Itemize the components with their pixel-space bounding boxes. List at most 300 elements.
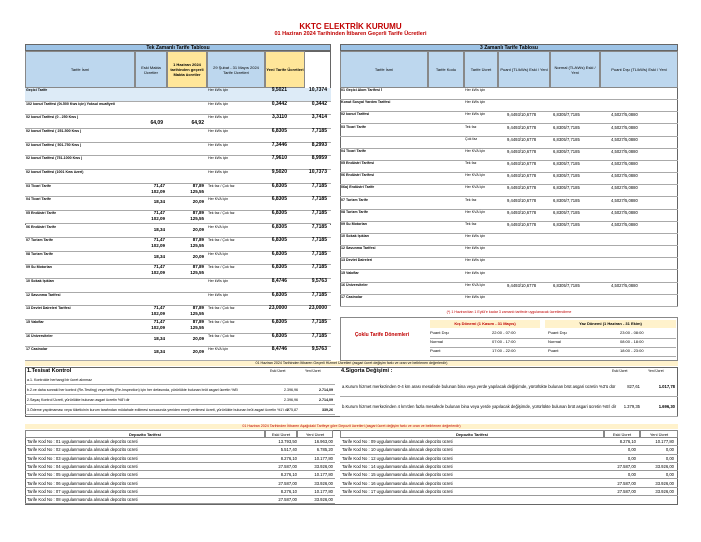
right-col-puant-disi: Puant Dışı (TL/kWs) Eski / Yeni	[600, 51, 678, 88]
deposit-label: Tarife Kod No : 06 uygulanmasında alınacak depozito ücreti	[27, 480, 138, 486]
normal-price: 6,8305/7,7185	[553, 197, 580, 203]
puant-disi-price	[610, 246, 676, 257]
service-row	[25, 395, 335, 405]
tarife-unit: Tek faz / Çok faz	[208, 320, 235, 325]
new-price: 7,7185	[311, 223, 327, 230]
tarife-unit: Her kWs için	[465, 234, 486, 238]
tek-faz-old: 71,47	[153, 182, 165, 188]
new-price: 7,7185	[311, 209, 327, 216]
tarife-unit: Her KVA İçin	[465, 282, 486, 287]
puant-price: 9,4493/10,6778	[507, 112, 537, 118]
tarife-name: 01 Geçici Akım Tarifesi İ	[341, 88, 382, 92]
tarife-unit: Tek faz / Çok faz	[208, 306, 235, 311]
deposit-row	[25, 488, 335, 496]
tarife-unit: Her KVA İçin	[465, 148, 486, 153]
puant-disi-price	[610, 88, 676, 99]
normal-price: 6,8305/7,7185	[553, 282, 580, 288]
tesisat-title: 1.Tesisat Kontrol	[27, 368, 72, 374]
makta-old: 64,09	[150, 120, 163, 126]
winter-hours: 17:00 - 22:00	[492, 348, 516, 353]
normal-price: 6,8305/7,7185	[553, 173, 580, 179]
cok-faz-new: 125,55	[190, 325, 204, 331]
deposit-label: Tarife Kod No : 14 uygulanmasında alınacak depozito ücreti	[342, 463, 453, 469]
cok-faz-old: 102,09	[151, 311, 165, 317]
service-new: 339,26	[322, 408, 333, 412]
deposit-new: 33.926,00	[314, 463, 333, 469]
puant-disi-price	[610, 271, 676, 282]
deposit-label: Tarife Kod No : 04 uygulanmasında alınacak depozito ücreti	[27, 463, 138, 469]
old-price: 6,8305	[271, 291, 287, 298]
tarife-name: 04 Ticari Tarife	[341, 148, 367, 153]
tesisat-col-yeni: Yeni Ücret	[305, 369, 321, 373]
deposit-label: Tarife Kod No : 12 uygulanmasında alınacak depozito ücreti	[342, 455, 453, 461]
dep-left-title: Depozito Tarifesi	[25, 430, 265, 438]
tarife-unit: Her KVA İçin	[465, 185, 486, 190]
sigorta-label: b.Kurum hizmet merkezinden 4 km'den fazla mesafede bulunan bina veya yerde yapılacak değişimde, yürürlükte bulunan brüt asgari ücretin %5'i dir	[342, 404, 617, 409]
deposit-row	[25, 455, 335, 463]
new-price: 7,7185	[311, 196, 327, 203]
tarife-unit: Çok faz	[465, 136, 478, 141]
deposit-label: Tarife Kod No : 01 uygulanmasında alınacak depozito ücreti	[27, 439, 138, 444]
old-price: 7,3446	[271, 141, 287, 148]
puant-price	[506, 234, 558, 245]
dep-left-yeni: Yeni Ücret	[297, 430, 333, 438]
service-old: 2.396,96	[284, 398, 298, 402]
sigorta-title: 4.Sigorta Değişimi :	[341, 368, 393, 374]
tarife-unit: Her KVA İçin	[208, 251, 229, 256]
old-price: 9,5021	[271, 87, 287, 93]
deposit-old: 27.587,00	[617, 488, 636, 494]
tarife-name: 02 konut Tarifesi	[341, 112, 370, 117]
tarife-name: 02 konut Tarifesi ( 501-750 Kws )	[26, 142, 82, 147]
service-label: 3.Ödeme yapılmaması veya tüketicinin kurum tarafından müdahale edilmesi sonucunda yeniden enerji verilmesi ücreti, yürürlükte bulunan brüt asgari ücretin %1'i dir	[27, 408, 289, 412]
service-label: 2.Sayaç Kontrol Ücreti, yürürlükte bulunan asgari ücretin %8'i dir	[27, 398, 130, 402]
old-price: 3,3110	[271, 114, 287, 121]
tarife-unit: Her kWs için	[208, 156, 229, 161]
winter-title: Kış Dönemi (1 Kasım - 31 Mayıs)	[430, 320, 540, 328]
deposit-row	[25, 463, 335, 471]
puant-price: 9,4493/10,6778	[507, 136, 537, 142]
puant-price	[506, 88, 558, 99]
tarife-unit: Her kWs için	[208, 88, 229, 92]
old-price: 6,8305	[271, 196, 287, 203]
tarife-name: 03 Ticari Tarife	[26, 183, 52, 188]
period-name: Puant	[430, 348, 441, 353]
puant-price	[506, 258, 558, 269]
deposit-row	[340, 471, 678, 479]
normal-price	[552, 100, 602, 111]
normal-price	[552, 246, 602, 257]
tek-faz-old: 71,47	[153, 305, 165, 311]
table-row	[25, 279, 331, 293]
tarife-unit: Tek faz / Çok faz	[208, 238, 235, 243]
dep-left-eski: Eski Ücret	[265, 430, 297, 438]
kva-new: 20,09	[192, 253, 204, 259]
tesisat-col-eski: Eski Ücret	[270, 369, 286, 373]
three-time-note: (*) 1 Haziran'dan 1 Eylül'e kadar 3 zamanlı tarifede uygulanacak ücretlendirme	[446, 310, 572, 314]
tarife-name: 06a) Endüstri Tarife	[341, 185, 375, 190]
new-price: 7,7185	[311, 319, 327, 326]
deposit-row	[25, 471, 335, 479]
deposit-row	[25, 496, 335, 504]
tarife-name: 15 Vakıflar	[341, 270, 359, 275]
tek-faz-old: 71,47	[153, 319, 165, 325]
deposit-new: 10.177,80	[314, 455, 333, 461]
service-old: 2.396,96	[284, 388, 298, 392]
old-price: 6,8305	[271, 332, 287, 339]
puant-price: 9,4493/10,6778	[507, 221, 537, 227]
summer-name: Puant Dışı	[548, 330, 567, 335]
kva-old: 18,34	[153, 226, 165, 232]
service-new: 2.714,09	[319, 398, 333, 402]
tarife-name: 102 konut Tarifesi (0t-500 Kws için) Yoksul muafiyeti	[26, 101, 115, 106]
puant-price: 9,4493/10,6778	[507, 161, 537, 166]
table-row	[340, 295, 678, 307]
sigorta-row	[340, 377, 678, 397]
tarife-unit: Tek faz / Çok faz	[208, 210, 235, 215]
old-price: 6,8305	[271, 127, 287, 134]
tarife-name: 03 Ticari Tarife	[341, 124, 367, 129]
summer-title: Yaz Dönemi (1 Haziran - 31 Ekim)	[545, 320, 676, 328]
service-new: 2.714,09	[319, 388, 333, 392]
table-row	[340, 88, 678, 100]
new-price: 7,7185	[311, 182, 327, 189]
table-row	[340, 258, 678, 270]
left-col-tarife: Tarife İsmi	[25, 51, 135, 88]
tarife-unit: Her kWs için	[208, 279, 229, 284]
new-price: 7,7185	[311, 237, 327, 244]
tarife-unit: Her kWs için	[465, 270, 486, 275]
winter-hours: 22:00 - 07:00	[492, 330, 516, 335]
deposit-row	[340, 438, 678, 446]
winter-hours: 07:00 - 17:00	[492, 339, 516, 344]
service-label: a.1. Kontrolde herhangi bir ücret alınmaz	[27, 378, 92, 382]
tek-faz-new: 87,89	[192, 182, 204, 188]
deposit-label: Tarife Kod No : 03 uygulanmasında alınacak depozito ücreti	[27, 455, 138, 461]
tarife-name: Geçici Tarife	[26, 88, 48, 92]
tek-faz-new: 87,89	[192, 237, 204, 243]
document-header	[0, 22, 701, 38]
tek-faz-new: 87,89	[192, 264, 204, 270]
tek-faz-old: 71,47	[153, 237, 165, 243]
table-row	[340, 210, 678, 222]
deposit-new: 10.177,80	[314, 488, 333, 494]
tarife-name: 05 Endüstri Tarifesi	[341, 161, 375, 165]
puant-price: 9,4493/10,6778	[507, 209, 537, 215]
deposit-old: 8.276,10	[280, 455, 297, 461]
deposit-label: Tarife Kod No : 05 uygulanmasında alınacak depozito ücreti	[27, 472, 138, 478]
new-price: 9,5763	[311, 278, 327, 285]
tarife-name: 17 Casinolar	[341, 294, 363, 299]
table-row	[340, 234, 678, 246]
tarife-name: 15 Vakıflar	[26, 320, 44, 325]
puant-price: 9,4493/10,6778	[507, 148, 537, 154]
deposit-new: 33.926,00	[314, 497, 333, 503]
tarife-name: 10 Sokak Işıkları	[26, 279, 54, 284]
puant-price: 9,4493/10,6778	[507, 197, 537, 203]
old-price: 9,5020	[271, 168, 287, 175]
deposit-old: 8.276,10	[280, 472, 297, 478]
tarife-name: 08 Turizm Tarife	[341, 209, 369, 214]
kva-new: 20,09	[192, 335, 204, 341]
service-row	[25, 385, 335, 395]
old-price: 6,8305	[271, 264, 287, 271]
normal-price	[552, 295, 602, 306]
deposit-row	[25, 480, 335, 488]
deposit-new: 6.785,20	[316, 447, 333, 453]
normal-price	[552, 88, 602, 99]
deposit-new: 33.926,00	[314, 480, 333, 486]
summer-hours: 08:00 - 18:00	[620, 339, 644, 344]
sigorta-new: 1.696,30	[658, 404, 675, 409]
table-row	[340, 185, 678, 197]
tarife-unit: Her kWs için	[465, 294, 486, 299]
sigorta-new: 1.017,78	[658, 384, 675, 389]
tarife-name: 09 Su Motorları	[26, 265, 52, 270]
right-col-kodu: Tarife Kodu	[428, 51, 464, 88]
tarife-name: 08 Turizm Tarife	[26, 251, 54, 256]
deposit-new: 16.963,00	[314, 439, 333, 444]
tarife-name: 16 Üniversiteler	[341, 282, 368, 287]
deposit-old: 27.587,00	[617, 463, 636, 469]
table-row	[340, 246, 678, 258]
deposit-old: 0,00	[627, 447, 636, 453]
normal-price: 6,8305/7,7185	[553, 112, 580, 118]
tarife-unit: Tek faz	[465, 124, 477, 129]
tarife-unit: Her kWs için	[208, 128, 229, 133]
tarife-name: 02 konut Tarifesi (751-1000 Kws )	[26, 156, 83, 161]
summer-name: Puant	[548, 348, 559, 353]
tarife-name: 04 Ticari Tarife	[26, 197, 52, 202]
tarife-name: 02 konut Tarifesi (1001 Kws üzeri)	[26, 169, 84, 174]
old-price: 6,8305	[271, 250, 287, 257]
old-price: 6,8305	[271, 237, 287, 244]
cok-faz-old: 102,09	[151, 215, 165, 221]
table-row	[340, 149, 678, 161]
new-price: 23,0000	[308, 305, 327, 312]
tarife-unit: Tek faz	[465, 197, 477, 202]
sigorta-col-eski: Eski Ücret	[612, 369, 628, 373]
tarife-unit: Her KVA İçin	[208, 197, 229, 202]
normal-price: 6,8305/7,7185	[553, 124, 580, 130]
tek-faz-old: 71,47	[153, 209, 165, 215]
new-price: 7,7185	[311, 250, 327, 257]
puant-disi-price: 4,5027/5,0880	[611, 221, 638, 227]
left-col-haziran: 1 Haziran 2024 tarihinden geçerli Makta ücretler	[167, 51, 207, 88]
tarife-name: 16 Üniversiteler	[26, 333, 53, 338]
deposit-new: 33.926,00	[655, 488, 674, 494]
puant-price: 9,4493/10,6778	[507, 282, 537, 288]
table-row	[25, 170, 331, 184]
new-price: 7,7185	[311, 264, 327, 271]
deposit-label: Tarife Kod No : 16 uygulanmasında alınacak depozito ücreti	[342, 480, 453, 486]
sigorta-label: a.Kurum hizmet merkezinden 0-4 km arası mesafede bulunan bina veya yerde yapılacak değişimde, yürürlükte bulunan brüt asgari ücretin %3'ü dür	[342, 384, 616, 389]
sigorta-old: 827,61	[627, 384, 640, 389]
tarife-unit: Her KVA İçin	[208, 347, 229, 352]
tarife-name: 06 Endüstri Tarife	[26, 224, 57, 229]
deposit-new: 0,00	[665, 455, 674, 461]
deposit-row	[340, 488, 678, 496]
kva-old: 18,34	[153, 349, 165, 355]
deposit-label: Tarife Kod No : 10 uygulanmasında alınacak depozito ücreti	[342, 447, 453, 453]
old-price: 0,3442	[271, 100, 287, 107]
normal-price: 6,8305/7,7185	[553, 221, 580, 227]
right-col-normal: Normal (TL/kWs) Eski / Yeni	[550, 51, 600, 88]
puant-disi-price: 4,5027/5,0880	[611, 136, 638, 142]
old-price: 23,0000	[268, 305, 287, 312]
deposit-old: 27.587,00	[278, 463, 297, 469]
document-subtitle: 01 Haziran 2024 Tarihinden İtibaren Geçerli Tarife Ücretleri	[274, 31, 427, 37]
normal-price: 6,8305/7,7185	[553, 148, 580, 154]
period-name: Puant Dışı	[430, 330, 449, 335]
left-col-yeni: Yeni Tarife Ücretleri	[265, 51, 305, 88]
tarife-unit: Her kWs için	[465, 246, 486, 251]
new-price: 10,7374	[308, 87, 327, 93]
tek-faz-new: 87,89	[192, 305, 204, 311]
kva-new: 20,09	[192, 226, 204, 232]
tarife-name: 07 Turizm Tarife	[26, 238, 54, 243]
sigorta-col-yeni: Yeni Ücret	[648, 369, 664, 373]
normal-price: 6,8305/7,7185	[553, 185, 580, 191]
deposit-row	[340, 480, 678, 488]
puant-disi-price: 4,5027/5,0880	[611, 112, 638, 118]
normal-price: 6,8305/7,7185	[553, 209, 580, 215]
kva-old: 18,34	[153, 199, 165, 205]
tarife-unit: Tek faz / Çok faz	[208, 183, 235, 188]
deposit-label: Tarife Kod No : 17 uygulanmasında alınacak depozito ücreti	[342, 488, 453, 494]
cok-faz-old: 102,09	[151, 325, 165, 331]
tek-faz-old: 71,47	[153, 264, 165, 270]
table-row	[340, 271, 678, 283]
kva-old: 18,34	[153, 335, 165, 341]
makta-new: 64,92	[191, 120, 204, 126]
tarife-unit: Her kWs için	[465, 112, 486, 117]
deposit-new: 0,00	[665, 447, 674, 453]
puant-disi-price: 4,5027/5,0880	[611, 282, 638, 288]
puant-disi-price: 4,5027/5,0880	[611, 161, 638, 166]
tarife-name: 13 Devlet Daireleri	[341, 258, 373, 263]
puant-disi-price: 4,5027/5,0880	[611, 197, 638, 203]
tarife-unit: Her kWs için	[208, 115, 229, 120]
tek-faz-new: 87,89	[192, 209, 204, 215]
tarife-name: 02 konut Tarifesi (0 - 250 Kws )	[26, 115, 79, 120]
table-row	[25, 293, 331, 307]
cok-faz-new: 125,55	[190, 188, 204, 194]
deposit-new: 33.926,00	[655, 480, 674, 486]
puant-disi-price: 4,5027/5,0880	[611, 124, 638, 130]
tarife-name	[340, 137, 428, 148]
service-row	[25, 405, 335, 415]
tarife-unit: Her kWs için	[208, 292, 229, 297]
sigorta-old: 1.379,35	[623, 404, 640, 409]
table-row	[340, 161, 678, 173]
tarife-unit: Her kWs için	[208, 142, 229, 147]
puant-price	[506, 100, 558, 111]
deposit-new: 0,00	[665, 472, 674, 478]
tarife-name: 10 Sokak Işıkları	[341, 234, 369, 238]
deposit-label: Tarife Kod No : 02 uygulanmasında alınacak depozito ücreti	[27, 447, 138, 453]
puant-price	[506, 271, 558, 282]
tarife-unit: Her kWs için	[208, 169, 229, 174]
table-row	[340, 112, 678, 124]
table-row	[340, 125, 678, 137]
new-price: 8,2993	[311, 141, 327, 148]
deposit-label: Tarife Kod No : 08 uygulanmasında alınacak depozito ücreti	[27, 497, 138, 503]
deposit-old: 27.587,00	[278, 497, 297, 503]
tarife-unit: Her KVA İçin	[465, 209, 486, 214]
left-col-eski: Eski Makta Ücretler	[135, 51, 167, 88]
dep-right-yeni: Yeni Ücret	[640, 430, 678, 438]
table-row	[25, 143, 331, 157]
old-price: 7,9610	[271, 155, 287, 162]
right-col-ucret: Tarife Ücret	[464, 51, 498, 88]
kva-new: 20,09	[192, 199, 204, 205]
cok-faz-old: 102,09	[151, 270, 165, 276]
service-label: b.2.ve daha sonraki her kontrol (Re-Testing) veya teftiş (Re-Inspection) için her defasında, yürürlükte bulunan brüt asgari ücretin %8'i	[27, 388, 239, 392]
deposit-old: 8.276,10	[619, 439, 636, 444]
deposit-new: 10.177,80	[314, 472, 333, 478]
new-price: 0,3442	[311, 100, 327, 107]
deposit-old: 0,00	[627, 455, 636, 461]
new-price: 7,7185	[311, 332, 327, 339]
old-price: 6,8305	[271, 223, 287, 230]
deposit-old: 8.276,10	[280, 488, 297, 494]
deposit-old: 27.587,00	[617, 480, 636, 486]
summer-hours: 23:00 - 08:00	[620, 330, 644, 335]
deposit-old: 13.793,50	[278, 439, 297, 444]
table-row	[340, 173, 678, 185]
period-row	[430, 330, 676, 339]
table-row	[340, 222, 678, 234]
deposit-new: 33.926,00	[655, 463, 674, 469]
services-banner: 01 Haziran 2024 Tarihinden İtibaren Geçerli Hizmet Ücretleri (asgari ücret değişim farkı ve oran ve belirlenen değerlerdir)	[25, 361, 678, 366]
tarife-unit: Tek faz / Çok faz	[208, 265, 235, 270]
kva-new: 20,09	[192, 349, 204, 355]
old-price: 6,8305	[271, 319, 287, 326]
summer-name: Normal	[548, 339, 561, 344]
puant-price: 9,4493/10,6778	[507, 173, 537, 179]
tarife-unit: Tek faz	[465, 221, 477, 226]
tarife-name: 13 Devlet Daireleri Tarifesi	[26, 306, 71, 311]
puant-disi-price: 4,5027/5,0880	[611, 209, 638, 215]
new-price: 7,7185	[311, 127, 327, 134]
table-row	[340, 137, 678, 149]
new-price: 9,5763	[311, 346, 327, 353]
tarife-unit: Her KVA İçin	[465, 173, 486, 178]
document-title: KKTC ELEKTRİK KURUMU	[299, 22, 402, 31]
tarife-name: 06 Endüstri Tarifesi	[341, 173, 375, 178]
left-table-title: Tek Zamanlı Tarife Tablosu	[25, 44, 331, 51]
puant-disi-price	[610, 295, 676, 306]
period-row	[430, 348, 676, 357]
left-col-subat: 29 Şubat - 31 Mayıs 2024 Tarife Ücretleri	[207, 51, 265, 88]
table-row	[25, 102, 331, 116]
normal-price: 6,8305/7,7185	[553, 161, 580, 166]
normal-price	[552, 234, 602, 245]
puant-price	[506, 295, 558, 306]
tarife-unit: Tek faz / Çok faz	[208, 333, 235, 338]
kva-old: 18,34	[153, 253, 165, 259]
right-col-puant: Puant (TL/kWs) Eski / Yeni	[498, 51, 550, 88]
deposit-new: 10.177,80	[655, 439, 674, 444]
tarife-unit: Her kWs için	[208, 101, 229, 106]
cok-faz-new: 125,55	[190, 243, 204, 249]
right-col-tarife: Tarife İsmi	[340, 51, 428, 88]
deposits-banner: 01 Haziran 2024 Tarihinden İtibaren Aşağıdaki Tarifeye göre Depozit ücretleri (asgari ücret değişim farkı ve oran ve belirlenen değerlerdir)	[25, 424, 678, 429]
new-price: 10,7373	[308, 168, 327, 175]
new-price: 3,7414	[311, 114, 327, 121]
service-row	[25, 375, 335, 385]
